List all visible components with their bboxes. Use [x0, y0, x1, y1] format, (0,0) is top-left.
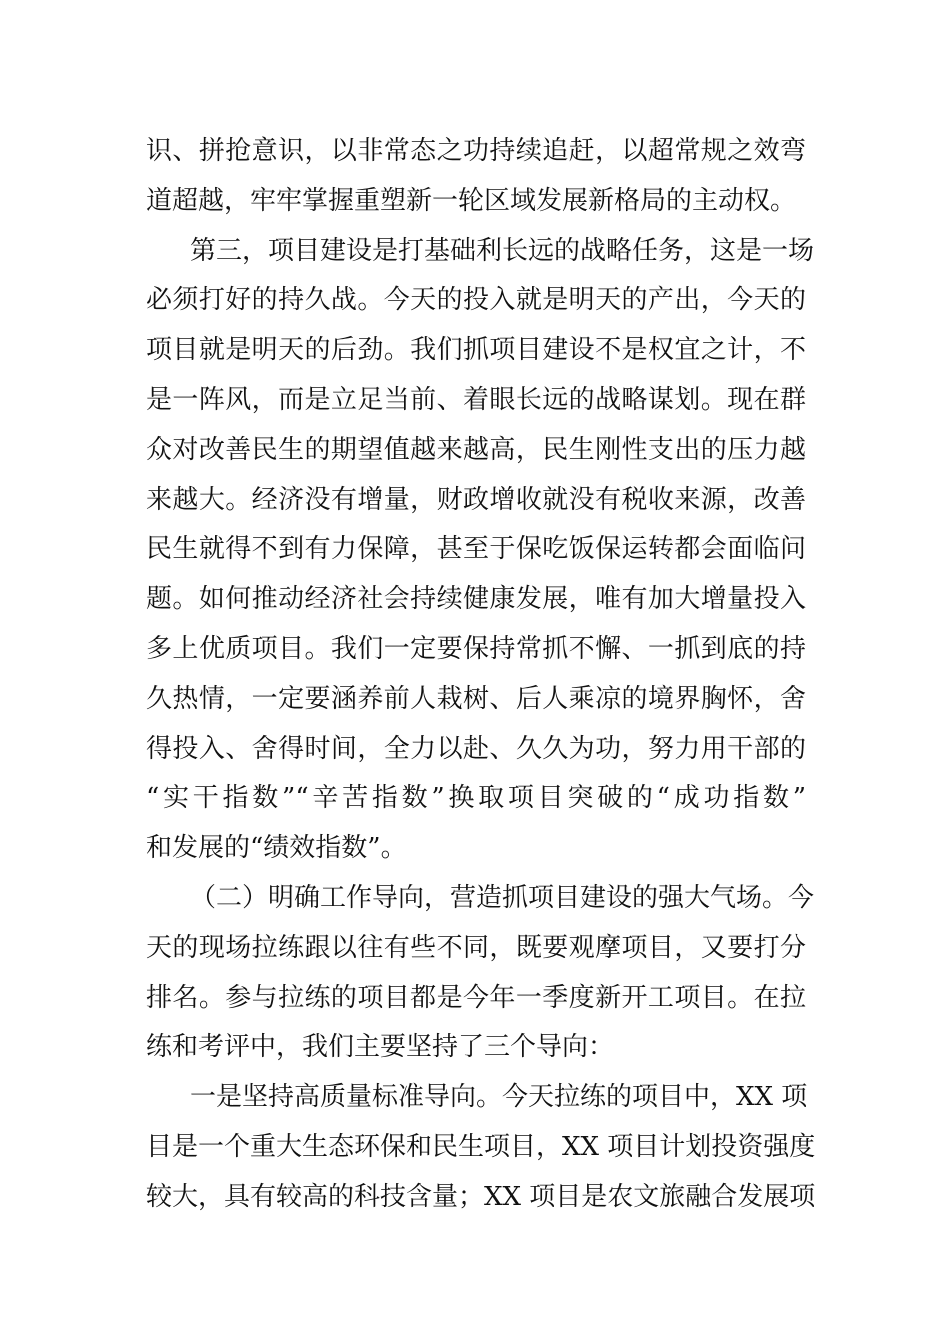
text-line: （二）明确工作导向，营造抓项目建设的强大气场。今 — [190, 882, 815, 913]
text-line: 得投入、舍得时间，全力以赴、久久为功，努力用干部的 — [146, 733, 806, 764]
text-line: 项目就是明天的后劲。我们抓项目建设不是权宜之计，不 — [146, 335, 806, 366]
text-line: 一是坚持高质量标准导向。今天拉练的项目中，XX 项 — [190, 1082, 808, 1113]
text-line: 众对改善民生的期望值越来越高，民生刚性支出的压力越 — [146, 434, 806, 465]
text-line: 排名。参与拉练的项目都是今年一季度新开工项目。在拉 — [146, 982, 806, 1013]
text-line: 必须打好的持久战。今天的投入就是明天的产出，今天的 — [146, 285, 806, 316]
text-line: 道超越，牢牢掌握重塑新一轮区域发展新格局的主动权。 — [146, 185, 797, 216]
text-line: 练和考评中，我们主要坚持了三个导向： — [146, 1032, 615, 1063]
text-line: 是一阵风，而是立足当前、着眼长远的战略谋划。现在群 — [146, 384, 806, 415]
text-line: 较大，具有较高的科技含量；XX 项目是农文旅融合发展项 — [146, 1181, 816, 1212]
text-line: 题。如何推动经济社会持续健康发展，唯有加大增量投入 — [146, 584, 806, 615]
document-page — [146, 127, 816, 1223]
text-line: 民生就得不到有力保障，甚至于保吃饭保运转都会面临问 — [146, 534, 806, 565]
text-line: 天的现场拉练跟以往有些不同，既要观摩项目，又要打分 — [146, 932, 806, 963]
text-line: 识、拼抢意识，以非常态之功持续追赶，以超常规之效弯 — [146, 136, 806, 166]
text-line: 第三，项目建设是打基础利长远的战略任务，这是一场 — [190, 235, 815, 266]
text-line: 目是一个重大生态环保和民生项目，XX 项目计划投资强度 — [146, 1131, 816, 1162]
text-line: 多上优质项目。我们一定要保持常抓不懈、一抓到底的持 — [146, 633, 806, 664]
text-line: 久热情，一定要涵养前人栽树、后人乘凉的境界胸怀，舍 — [146, 683, 806, 714]
text-line: 和发展的“绩效指数”。 — [146, 833, 407, 864]
text-line: “实干指数”“辛苦指数”换取项目突破的“成功指数” — [146, 783, 806, 814]
text-line: 来越大。经济没有增量，财政增收就没有税收来源，改善 — [146, 484, 806, 515]
